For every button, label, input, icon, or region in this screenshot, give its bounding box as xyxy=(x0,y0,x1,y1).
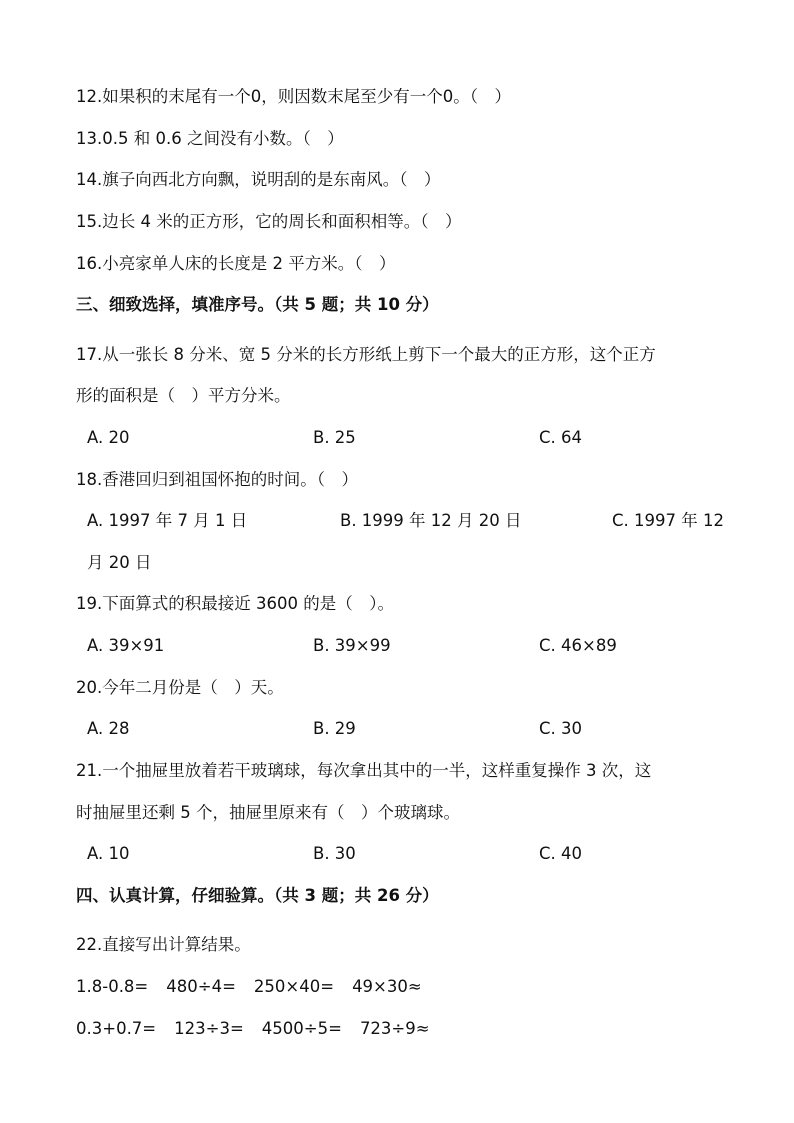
calc-item: 723÷9≈ xyxy=(359,1019,430,1038)
question-22: 22.直接写出计算结果。 xyxy=(76,935,251,954)
question-21-option-a: A. 10 xyxy=(87,844,130,863)
calc-item: 49×30≈ xyxy=(352,977,422,996)
question-20: 20.今年二月份是（ ）天。 xyxy=(76,678,284,697)
question-19: 19.下面算式的积最接近 3600 的是（ ）。 xyxy=(76,594,394,613)
question-18: 18.香港回归到祖国怀抱的时间。（ ） xyxy=(76,470,358,489)
section-4-heading: 四、认真计算，仔细验算。（共 3 题；共 26 分） xyxy=(76,886,439,905)
question-17-option-b: B. 25 xyxy=(313,428,356,447)
question-18-option-b: B. 1999 年 12 月 20 日 xyxy=(340,511,522,530)
calc-item: 0.3+0.7= xyxy=(76,1019,157,1038)
calc-row-2 xyxy=(76,1018,448,1040)
calc-item: 1.8-0.8= xyxy=(76,977,149,996)
question-17-line-1: 17.从一张长 8 分米、宽 5 分米的长方形纸上剪下一个最大的正方形，这个正方 xyxy=(76,345,656,364)
question-15: 15.边长 4 米的正方形，它的周长和面积相等。（ ） xyxy=(76,212,462,231)
question-21-option-b: B. 30 xyxy=(313,844,356,863)
question-17-line-2: 形的面积是（ ）平方分米。 xyxy=(76,386,291,405)
calc-item: 250×40= xyxy=(253,977,335,996)
question-19-option-b: B. 39×99 xyxy=(313,636,391,655)
question-16: 16.小亮家单人床的长度是 2 平方米。（ ） xyxy=(76,254,396,273)
question-20-option-a: A. 28 xyxy=(87,719,130,738)
question-14: 14.旗子向西北方向飘，说明刮的是东南风。（ ） xyxy=(76,170,441,189)
question-20-option-c: C. 30 xyxy=(539,719,583,738)
question-21-line-1: 21.一个抽屉里放着若干玻璃球，每次拿出其中的一半，这样重复操作 3 次，这 xyxy=(76,761,652,780)
question-13: 13.0.5 和 0.6 之间没有小数。（ ） xyxy=(76,129,344,148)
question-20-option-b: B. 29 xyxy=(313,719,356,738)
question-17-option-a: A. 20 xyxy=(87,428,130,447)
question-21-option-c: C. 40 xyxy=(539,844,583,863)
question-18-option-c: C. 1997 年 12 xyxy=(612,511,724,530)
question-17-option-c: C. 64 xyxy=(539,428,583,447)
question-19-option-a: A. 39×91 xyxy=(87,636,165,655)
calc-item: 123÷3= xyxy=(174,1019,244,1038)
section-3-heading: 三、细致选择，填准序号。（共 5 题；共 10 分） xyxy=(76,295,439,314)
calc-row-1 xyxy=(76,976,440,998)
question-18-option-c-continuation: 月 20 日 xyxy=(87,553,152,572)
calc-item: 480÷4= xyxy=(166,977,236,996)
question-12: 12.如果积的末尾有一个0，则因数末尾至少有一个0。（ ） xyxy=(76,87,511,106)
question-18-option-a: A. 1997 年 7 月 1 日 xyxy=(87,511,248,530)
question-19-option-c: C. 46×89 xyxy=(539,636,617,655)
calc-item: 4500÷5= xyxy=(261,1019,342,1038)
question-21-line-2: 时抽屉里还剩 5 个，抽屉里原来有（ ）个玻璃球。 xyxy=(76,803,460,822)
